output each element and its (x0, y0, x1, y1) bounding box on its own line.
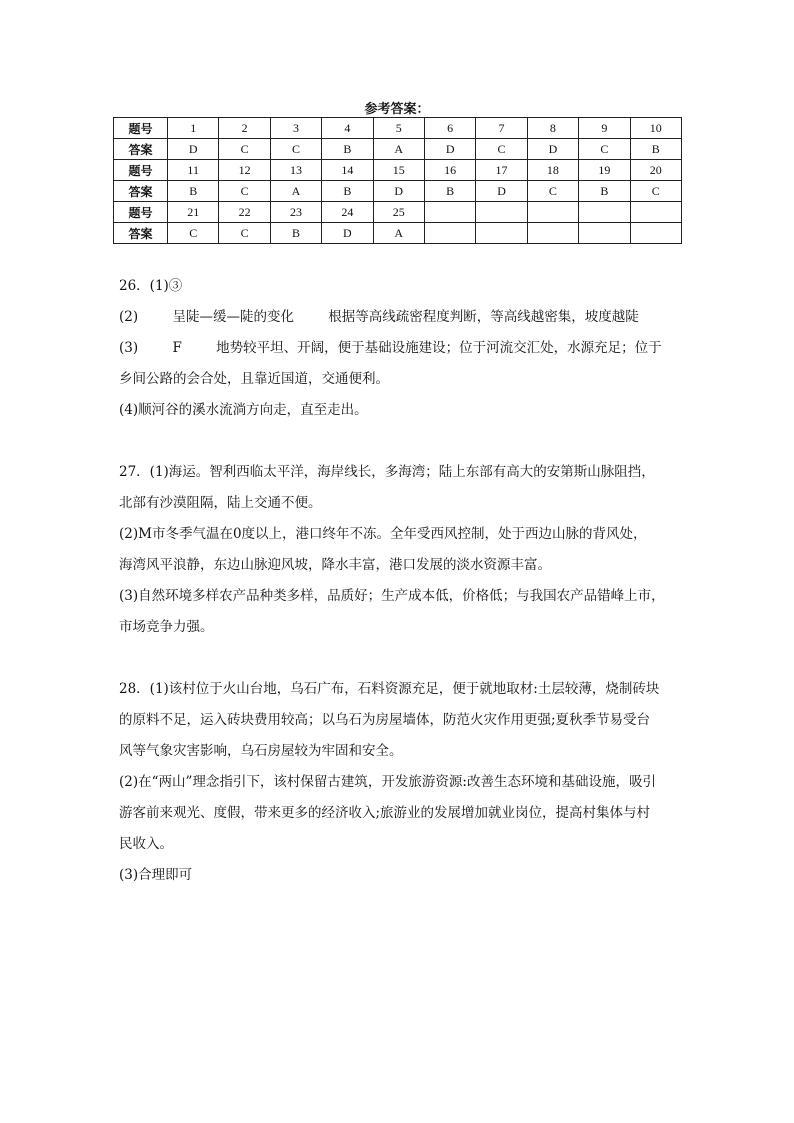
table-cell: 5 (373, 118, 424, 139)
table-cell (476, 223, 527, 244)
table-cell (579, 223, 630, 244)
q27-line-1: 27．(1)海运。智利西临太平洋，海岸线长，多海湾；陆上东部有高大的安第斯山脉阻挡， (119, 464, 655, 480)
q28-line-3: 风等气象灾害影响，乌石房屋较为牢固和安全。 (119, 743, 403, 759)
table-cell (630, 202, 681, 223)
table-cell (424, 202, 475, 223)
table-cell: 17 (476, 160, 527, 181)
answer-key-title: 参考答案： (364, 102, 430, 117)
row-label: 答案 (114, 139, 168, 160)
table-cell (424, 223, 475, 244)
table-cell: 14 (322, 160, 373, 181)
table-cell: 22 (219, 202, 270, 223)
table-cell (527, 202, 578, 223)
table-row (114, 139, 682, 160)
table-cell: D (476, 181, 527, 202)
table-row (114, 223, 682, 244)
row-label: 答案 (114, 223, 168, 244)
table-cell: D (322, 223, 373, 244)
table-cell: D (527, 139, 578, 160)
q26-line-4: 乡间公路的会合处，且靠近国道，交通便利。 (119, 371, 389, 387)
row-label: 题号 (114, 160, 168, 181)
table-cell: 9 (579, 118, 630, 139)
q28-line-5: 游客前来观光、度假，带来更多的经济收入;旅游业的发展增加就业岗位，提高村集体与村 (119, 805, 651, 821)
table-cell: C (270, 139, 321, 160)
table-cell: B (630, 139, 681, 160)
table-cell: 16 (424, 160, 475, 181)
table-cell: C (168, 223, 219, 244)
table-cell: A (373, 139, 424, 160)
q28-line-4: (2)在“两山”理念指引下，该村保留古建筑，开发旅游资源:改善生态环境和基础设施，吸引 (119, 774, 656, 790)
table-cell (527, 223, 578, 244)
table-cell: 21 (168, 202, 219, 223)
row-label: 题号 (114, 202, 168, 223)
table-cell: B (579, 181, 630, 202)
answer-explanations (119, 271, 689, 891)
table-cell (579, 202, 630, 223)
table-cell: 24 (322, 202, 373, 223)
table-cell: 6 (424, 118, 475, 139)
table-cell: 13 (270, 160, 321, 181)
table-cell: C (219, 181, 270, 202)
q26-line-5: (4)顺河谷的溪水流淌方向走，直至走出。 (119, 402, 368, 418)
q26-line-2: (2) 呈陡—缓—陡的变化 根据等高线疏密程度判断，等高线越密集，坡度越陡 (119, 309, 639, 325)
table-cell: 25 (373, 202, 424, 223)
q28-line-2: 的原料不足，运入砖块费用较高；以乌石为房屋墙体，防范火灾作用更强;夏秋季节易受台 (119, 712, 651, 728)
table-row (114, 202, 682, 223)
q28-line-6: 民收入。 (119, 836, 173, 852)
table-cell: B (322, 181, 373, 202)
table-cell: C (476, 139, 527, 160)
table-cell: 10 (630, 118, 681, 139)
table-cell: 20 (630, 160, 681, 181)
table-cell: C (527, 181, 578, 202)
table-cell: C (579, 139, 630, 160)
table-cell: 1 (168, 118, 219, 139)
table-cell: B (270, 223, 321, 244)
q27-line-3: (2)M市冬季气温在0度以上，港口终年不冻。全年受西风控制，处于西边山脉的背风处， (119, 526, 647, 542)
q27-line-6: 市场竞争力强。 (119, 619, 214, 635)
table-cell: 18 (527, 160, 578, 181)
table-cell: 12 (219, 160, 270, 181)
table-cell: 15 (373, 160, 424, 181)
table-cell: A (270, 181, 321, 202)
row-label: 答案 (114, 181, 168, 202)
table-row (114, 181, 682, 202)
q26-line-3: (3) F 地势较平坦、开阔，便于基础设施建设；位于河流交汇处，水源充足；位于 (119, 340, 662, 356)
table-cell: D (168, 139, 219, 160)
q27-line-4: 海湾风平浪静，东边山脉迎风坡，降水丰富，港口发展的淡水资源丰富。 (119, 557, 551, 573)
table-cell: 4 (322, 118, 373, 139)
table-cell: C (630, 181, 681, 202)
q26-line-1: 26．(1)③ (119, 278, 183, 294)
answer-table (113, 117, 682, 244)
table-cell: B (168, 181, 219, 202)
table-cell: B (424, 181, 475, 202)
table-cell: B (322, 139, 373, 160)
table-cell: C (219, 223, 270, 244)
table-cell: 3 (270, 118, 321, 139)
table-row (114, 118, 682, 139)
table-cell: 7 (476, 118, 527, 139)
table-cell (476, 202, 527, 223)
table-cell (630, 223, 681, 244)
row-label: 题号 (114, 118, 168, 139)
table-cell: 19 (579, 160, 630, 181)
table-cell: 8 (527, 118, 578, 139)
table-cell: 23 (270, 202, 321, 223)
table-cell: C (219, 139, 270, 160)
table-cell: 2 (219, 118, 270, 139)
q28-line-7: (3)合理即可 (119, 867, 193, 883)
table-cell: D (424, 139, 475, 160)
table-row (114, 160, 682, 181)
table-cell: D (373, 181, 424, 202)
table-cell: A (373, 223, 424, 244)
q27-line-2: 北部有沙漠阻隔，陆上交通不便。 (119, 495, 322, 511)
q28-line-1: 28．(1)该村位于火山台地，乌石广布，石料资源充足，便于就地取材:土层较薄，烧制砖块 (119, 681, 660, 697)
table-cell: 11 (168, 160, 219, 181)
q27-line-5: (3)自然环境多样农产品种类多样，品质好；生产成本低，价格低；与我国农产品错峰上市， (119, 588, 665, 604)
